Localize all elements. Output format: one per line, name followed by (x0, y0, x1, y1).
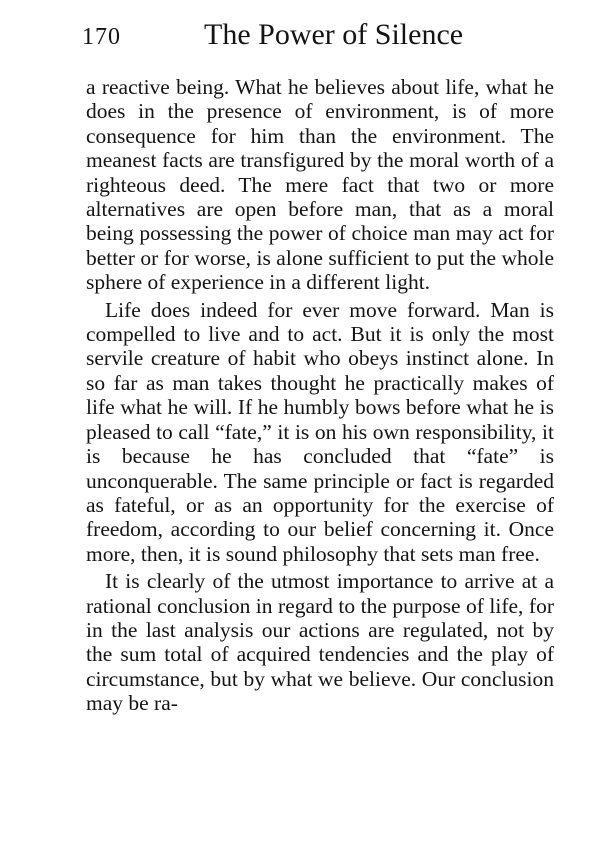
running-title: The Power of Silence (204, 18, 464, 51)
body-text (86, 75, 554, 716)
paragraph-2: Life does indeed for ever move forward. Man is compelled to live and to act. But it is only the most servile creature of habit who obeys instinct alone. In so far as man takes thought he practically makes of life what he will. If he humbly bows before what he is pleased to call “fate,” it is on his own responsibility, it is because he has concluded that “fate” is unconquerable. The same principle or fact is regarded as fateful, or as an opportunity for the exercise of freedom, according to our belief concerning it. Once more, then, it is sound philosophy that sets man free. (86, 297, 554, 566)
paragraph-1: a reactive being. What he believes about life, what he does in the presence of environment, is of more consequence for him than the environment. The meanest facts are transfigured by the moral worth of a righteous deed. The mere fact that two or more alternatives are open before man, that as a moral being possessing the power of choice man may act for better or for worse, is alone sufficient to put the whole sphere of experience in a different light. (86, 75, 554, 295)
page-number: 170 (82, 24, 121, 50)
page-header (0, 14, 600, 54)
paragraph-3: It is clearly of the utmost importance to arrive at a rational conclusion in regard to the purpose of life, for in the last analysis our actions are regulated, not by the sum total of acquired tendencies and the play of circumstance, but by what we believe. Our conclusion may be ra- (86, 569, 554, 716)
